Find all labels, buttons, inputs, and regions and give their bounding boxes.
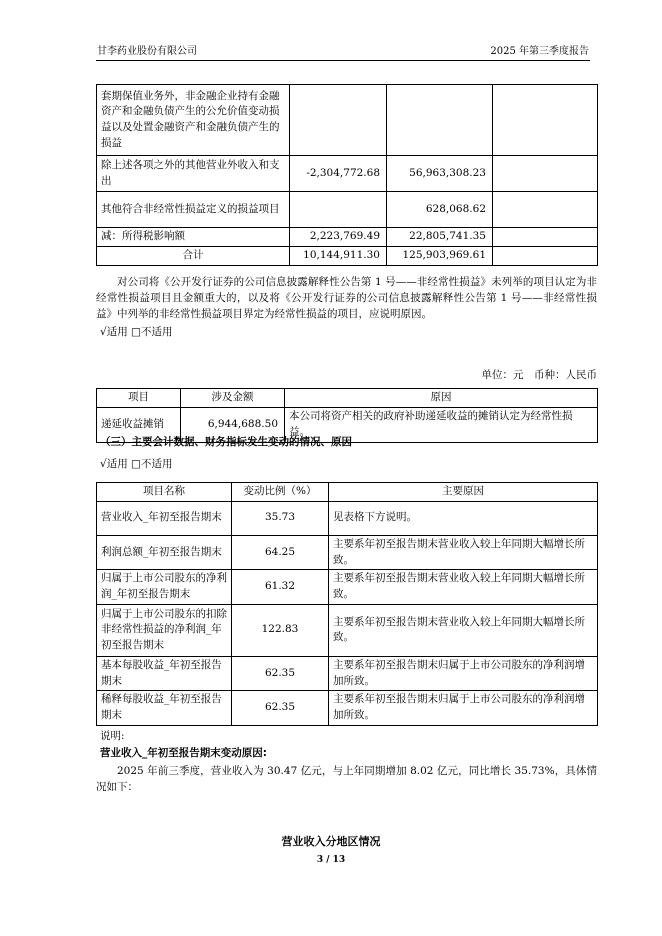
table-cell-item: 基本每股收益_年初至报告期末 (97, 656, 232, 691)
table-row (97, 156, 598, 192)
section-title: （三）主要会计数据、财务指标发生变动的情况、原因 (100, 436, 352, 448)
revenue-change-title: 营业收入_年初至报告期末变动原因: (100, 747, 267, 759)
table-cell-reason: 主要系年初至报告期末归属于上市公司股东的净利润增加所致。 (329, 656, 598, 691)
page-number: 3 / 13 (316, 855, 346, 865)
table-cell-reason: 主要系年初至报告期末营业收入较上年同期大幅增长所致。 (329, 570, 598, 605)
table-header-ratio: 变动比例（%） (232, 483, 329, 502)
table-header-reason: 主要原因 (329, 483, 598, 502)
table-cell-ratio: 61.32 (232, 570, 329, 605)
revenue-change-paragraph: 2025 年前三季度，营业收入为 30.47 亿元，与上年同期增加 8.02 亿元，同比增长 35.73%，具体情况如下： (96, 765, 597, 793)
table-cell-item: 稀释每股收益_年初至报告期末 (97, 691, 232, 726)
table-cell-note (493, 85, 598, 156)
table-header-item: 项目 (97, 389, 181, 408)
table-header-row (97, 389, 598, 408)
table-cell-ratio: 122.83 (232, 604, 329, 656)
table-cell-ratio: 62.35 (232, 656, 329, 691)
table-cell-note (493, 192, 598, 228)
table-cell-reason: 本公司将资产相关的政府补助递延收益的摊销认定为经常性损益。 (285, 407, 598, 442)
table-row (97, 656, 598, 691)
header-company: 甘李药业股份有限公司 (97, 46, 197, 57)
table-row (97, 604, 598, 656)
table-cell-item: 套期保值业务外，非金融企业持有金融资产和金融负债产生的公允价值变动损益以及处置金融资产和金融负债产生的损益 (97, 85, 290, 156)
header-divider (96, 60, 590, 61)
table-cell-ytd: 628,068.62 (387, 192, 493, 228)
table-row (97, 85, 598, 156)
table-cell-reason: 主要系年初至报告期末归属于上市公司股东的净利润增加所致。 (329, 691, 598, 726)
table-cell-ytd (387, 85, 493, 156)
table-header-amount: 涉及金额 (181, 389, 285, 408)
table-row (97, 570, 598, 605)
non-recurring-items-table (96, 84, 598, 266)
unit-currency-line: 单位：元 币种：人民币 (481, 369, 597, 381)
table-cell-item: 其他符合非经常性损益定义的损益项目 (97, 192, 290, 228)
note-label: 说明: (100, 730, 125, 742)
table-cell-item: 利润总额_年初至报告期末 (97, 535, 232, 570)
applicable-checkbox-line: √适用 □不适用 (100, 326, 173, 338)
table-header-item: 项目名称 (97, 483, 232, 502)
header-report-title: 2025 年第三季度报告 (490, 46, 589, 57)
table-row (97, 501, 598, 535)
table-cell-item: 合计 (97, 246, 290, 265)
table-cell-reason: 主要系年初至报告期末营业收入较上年同期大幅增长所致。 (329, 604, 598, 656)
table-cell-current: 10,144,911.30 (290, 246, 387, 265)
table-row (97, 535, 598, 570)
table-cell-amount: 6,944,688.50 (181, 407, 285, 442)
table-row (97, 691, 598, 726)
table-cell-ratio: 64.25 (232, 535, 329, 570)
table-cell-ratio: 35.73 (232, 501, 329, 535)
table-cell-current: -2,304,772.68 (290, 156, 387, 192)
table-cell-item: 递延收益摊销 (97, 407, 181, 442)
table-cell-current (290, 85, 387, 156)
table-row (97, 192, 598, 228)
table-cell-ratio: 62.35 (232, 691, 329, 726)
region-revenue-title: 营业收入分地区情况 (281, 835, 381, 848)
table-cell-note (493, 246, 598, 265)
financial-change-table (96, 482, 598, 726)
applicable-checkbox-line: √适用 □不适用 (100, 458, 173, 470)
table-header-row (97, 483, 598, 502)
table-header-reason: 原因 (285, 389, 598, 408)
table-cell-item: 减：所得税影响额 (97, 228, 290, 247)
table-cell-item: 营业收入_年初至报告期末 (97, 501, 232, 535)
table-cell-ytd: 125,903,969.61 (387, 246, 493, 265)
table-cell-item: 归属于上市公司股东的扣除非经常性损益的净利润_年初至报告期末 (97, 604, 232, 656)
table-cell-reason: 主要系年初至报告期末营业收入较上年同期大幅增长所致。 (329, 535, 598, 570)
table-row (97, 228, 598, 247)
table-cell-reason: 见表格下方说明。 (329, 501, 598, 535)
table-cell-item: 归属于上市公司股东的净利润_年初至报告期末 (97, 570, 232, 605)
explanation-paragraph: 对公司将《公开发行证券的公司信息披露解释性公告第 1 号——非经常性损益》未列举的项目认定为非经常性损益项目且金额重大的，以及将《公开发行证券的公司信息披露解释性公告第 1 号——非经常性损益》中列举的非经常性损益项目界定为经常性损益的项目，应说明原因。 (96, 276, 597, 320)
table-cell-note (493, 156, 598, 192)
table-cell-item: 除上述各项之外的其他营业外收入和支出 (97, 156, 290, 192)
table-cell-note (493, 228, 598, 247)
table-row-total (97, 246, 598, 265)
table-cell-current (290, 192, 387, 228)
table-cell-current: 2,223,769.49 (290, 228, 387, 247)
table-cell-ytd: 22,805,741.35 (387, 228, 493, 247)
table-cell-ytd: 56,963,308.23 (387, 156, 493, 192)
